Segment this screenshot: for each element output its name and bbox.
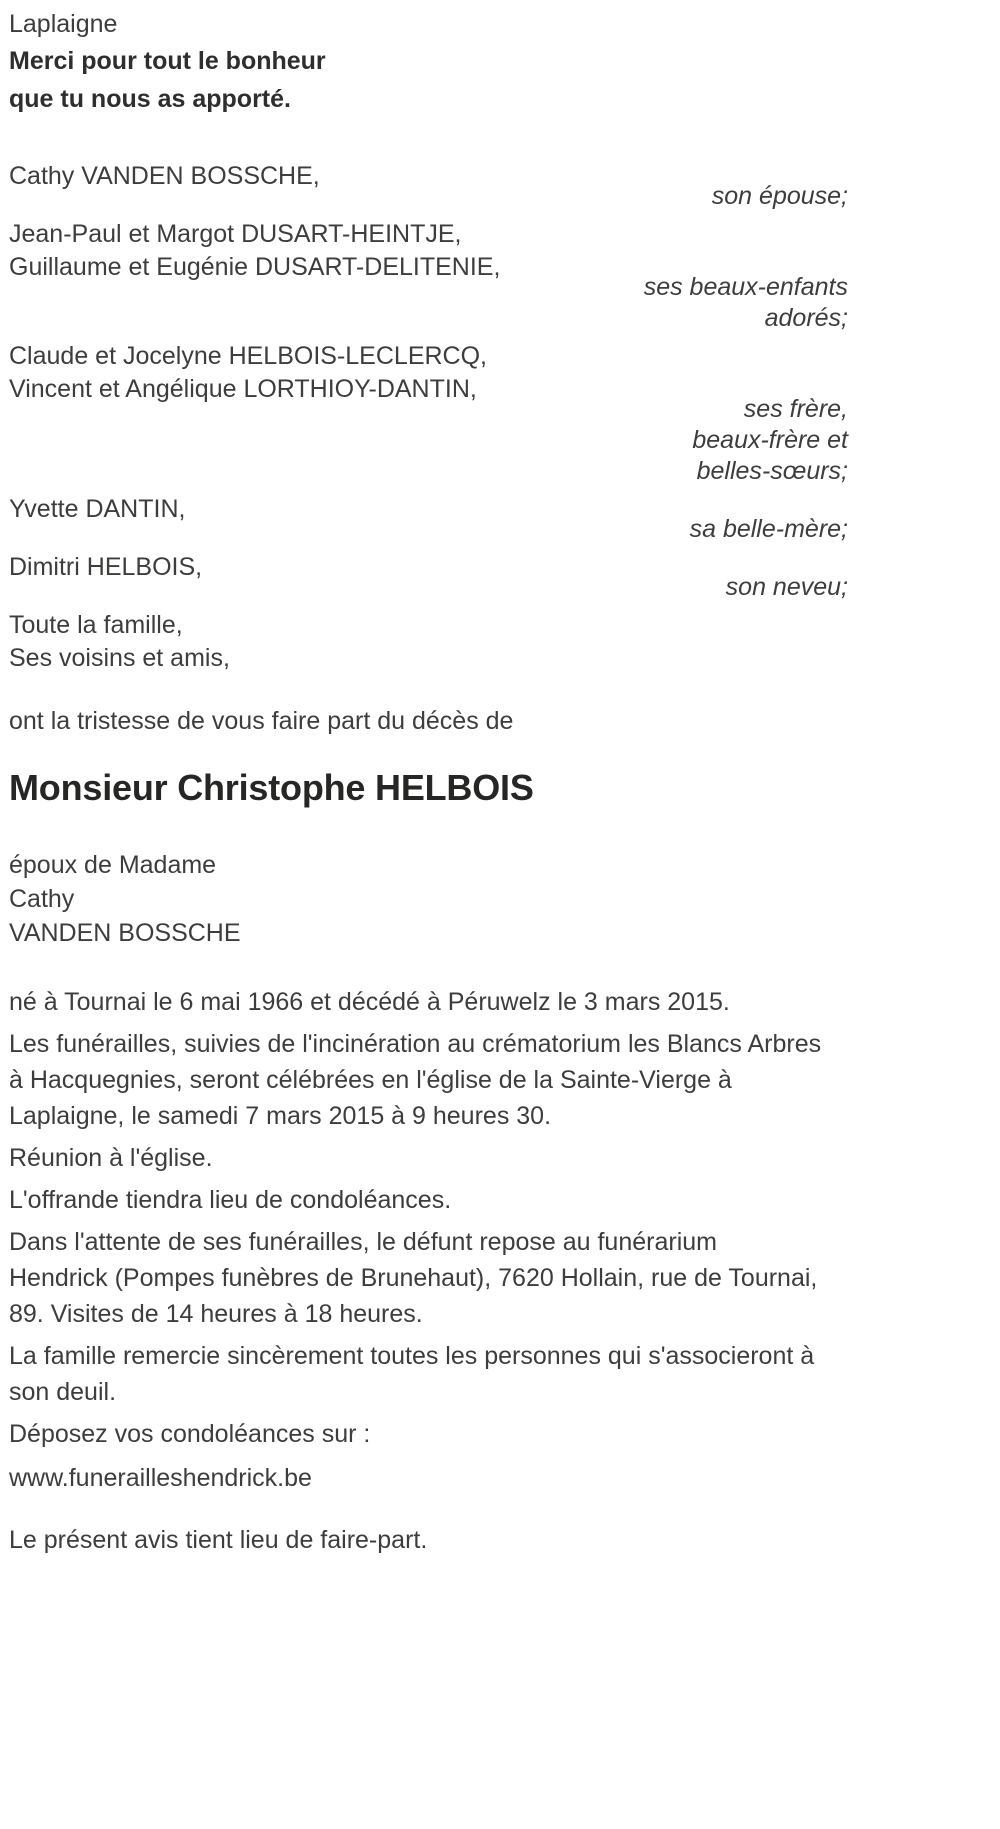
detail-line: Laplaigne, le samedi 7 mars 2015 à 9 heures 30. (9, 1102, 552, 1130)
mourners-list (9, 160, 848, 675)
announcement-text: ont la tristesse de vous faire part du décès de (9, 707, 514, 735)
location-label: Laplaigne (9, 10, 118, 38)
mourner-names: Ses voisins et amis, (9, 644, 230, 672)
detail-line: La famille remercie sincèrement toutes les personnes qui s'associeront à (9, 1342, 815, 1370)
relation-label: beaux-frère et (692, 426, 848, 454)
mourner-group (9, 218, 848, 334)
mourner-names: Yvette DANTIN, (9, 495, 186, 523)
spouse-line: Cathy (9, 885, 75, 913)
relation-label: son épouse; (711, 182, 848, 210)
detail-line: Déposez vos condoléances sur : (9, 1420, 371, 1448)
detail-line: à Hacquegnies, seront célébrées en l'église de la Sainte-Vierge à (9, 1066, 732, 1094)
detail-paragraph-ceremony (9, 1026, 848, 1134)
website-link[interactable]: www.funerailleshendrick.be (9, 1464, 312, 1492)
relation-label: belles-sœurs; (696, 457, 848, 485)
detail-paragraph-meeting (9, 1140, 848, 1176)
deceased-name-heading: Monsieur Christophe HELBOIS (9, 767, 534, 808)
detail-line: Réunion à l'église. (9, 1144, 213, 1172)
spouse-line: époux de Madame (9, 851, 217, 879)
mourner-names: Toute la famille, (9, 611, 183, 639)
detail-line: Hendrick (Pompes funèbres de Brunehaut), 7620 Hollain, rue de Tournai, (9, 1264, 818, 1292)
detail-line: né à Tournai le 6 mai 1966 et décédé à Péruwelz le 3 mars 2015. (9, 988, 730, 1016)
spouse-line: VANDEN BOSSCHE (9, 919, 241, 947)
detail-line: Les funérailles, suivies de l'incinération au crématorium les Blancs Arbres (9, 1030, 822, 1058)
funeral-details (9, 984, 848, 1558)
spouse-block (9, 848, 848, 950)
mourner-names: Cathy VANDEN BOSSCHE, (9, 162, 320, 190)
relation-label: son neveu; (725, 573, 848, 601)
detail-paragraph-thanks (9, 1338, 848, 1410)
detail-paragraph-condolences (9, 1416, 848, 1452)
mourner-names: Guillaume et Eugénie DUSART-DELITENIE, (9, 253, 501, 281)
relation-label: adorés; (764, 304, 848, 332)
detail-line: 89. Visites de 14 heures à 18 heures. (9, 1300, 423, 1328)
tribute-line: que tu nous as apporté. (9, 85, 291, 113)
mourner-group (9, 340, 848, 487)
footer-notice: Le présent avis tient lieu de faire-part. (9, 1526, 428, 1554)
mourner-group (9, 609, 848, 675)
relation-label: ses beaux-enfants (643, 273, 848, 301)
relation-label: ses frère, (743, 395, 848, 423)
mourner-names: Dimitri HELBOIS, (9, 553, 203, 581)
relation-block (9, 394, 848, 487)
detail-paragraph-funerarium (9, 1224, 848, 1332)
relation-label: sa belle-mère; (689, 515, 848, 543)
mourner-group (9, 551, 848, 603)
mourner-names: Claude et Jocelyne HELBOIS-LECLERCQ, (9, 342, 487, 370)
detail-paragraph-birth-death (9, 984, 848, 1020)
tribute-line: Merci pour tout le bonheur (9, 47, 326, 75)
mourner-names: Jean-Paul et Margot DUSART-HEINTJE, (9, 220, 462, 248)
detail-line: L'offrande tiendra lieu de condoléances. (9, 1186, 452, 1214)
detail-paragraph-offering (9, 1182, 848, 1218)
mourner-names: Vincent et Angélique LORTHIOY-DANTIN, (9, 375, 477, 403)
detail-line: Dans l'attente de ses funérailles, le défunt repose au funérarium (9, 1228, 717, 1256)
header (9, 6, 848, 118)
detail-line: son deuil. (9, 1378, 117, 1406)
mourner-group (9, 493, 848, 545)
mourner-group (9, 160, 848, 212)
